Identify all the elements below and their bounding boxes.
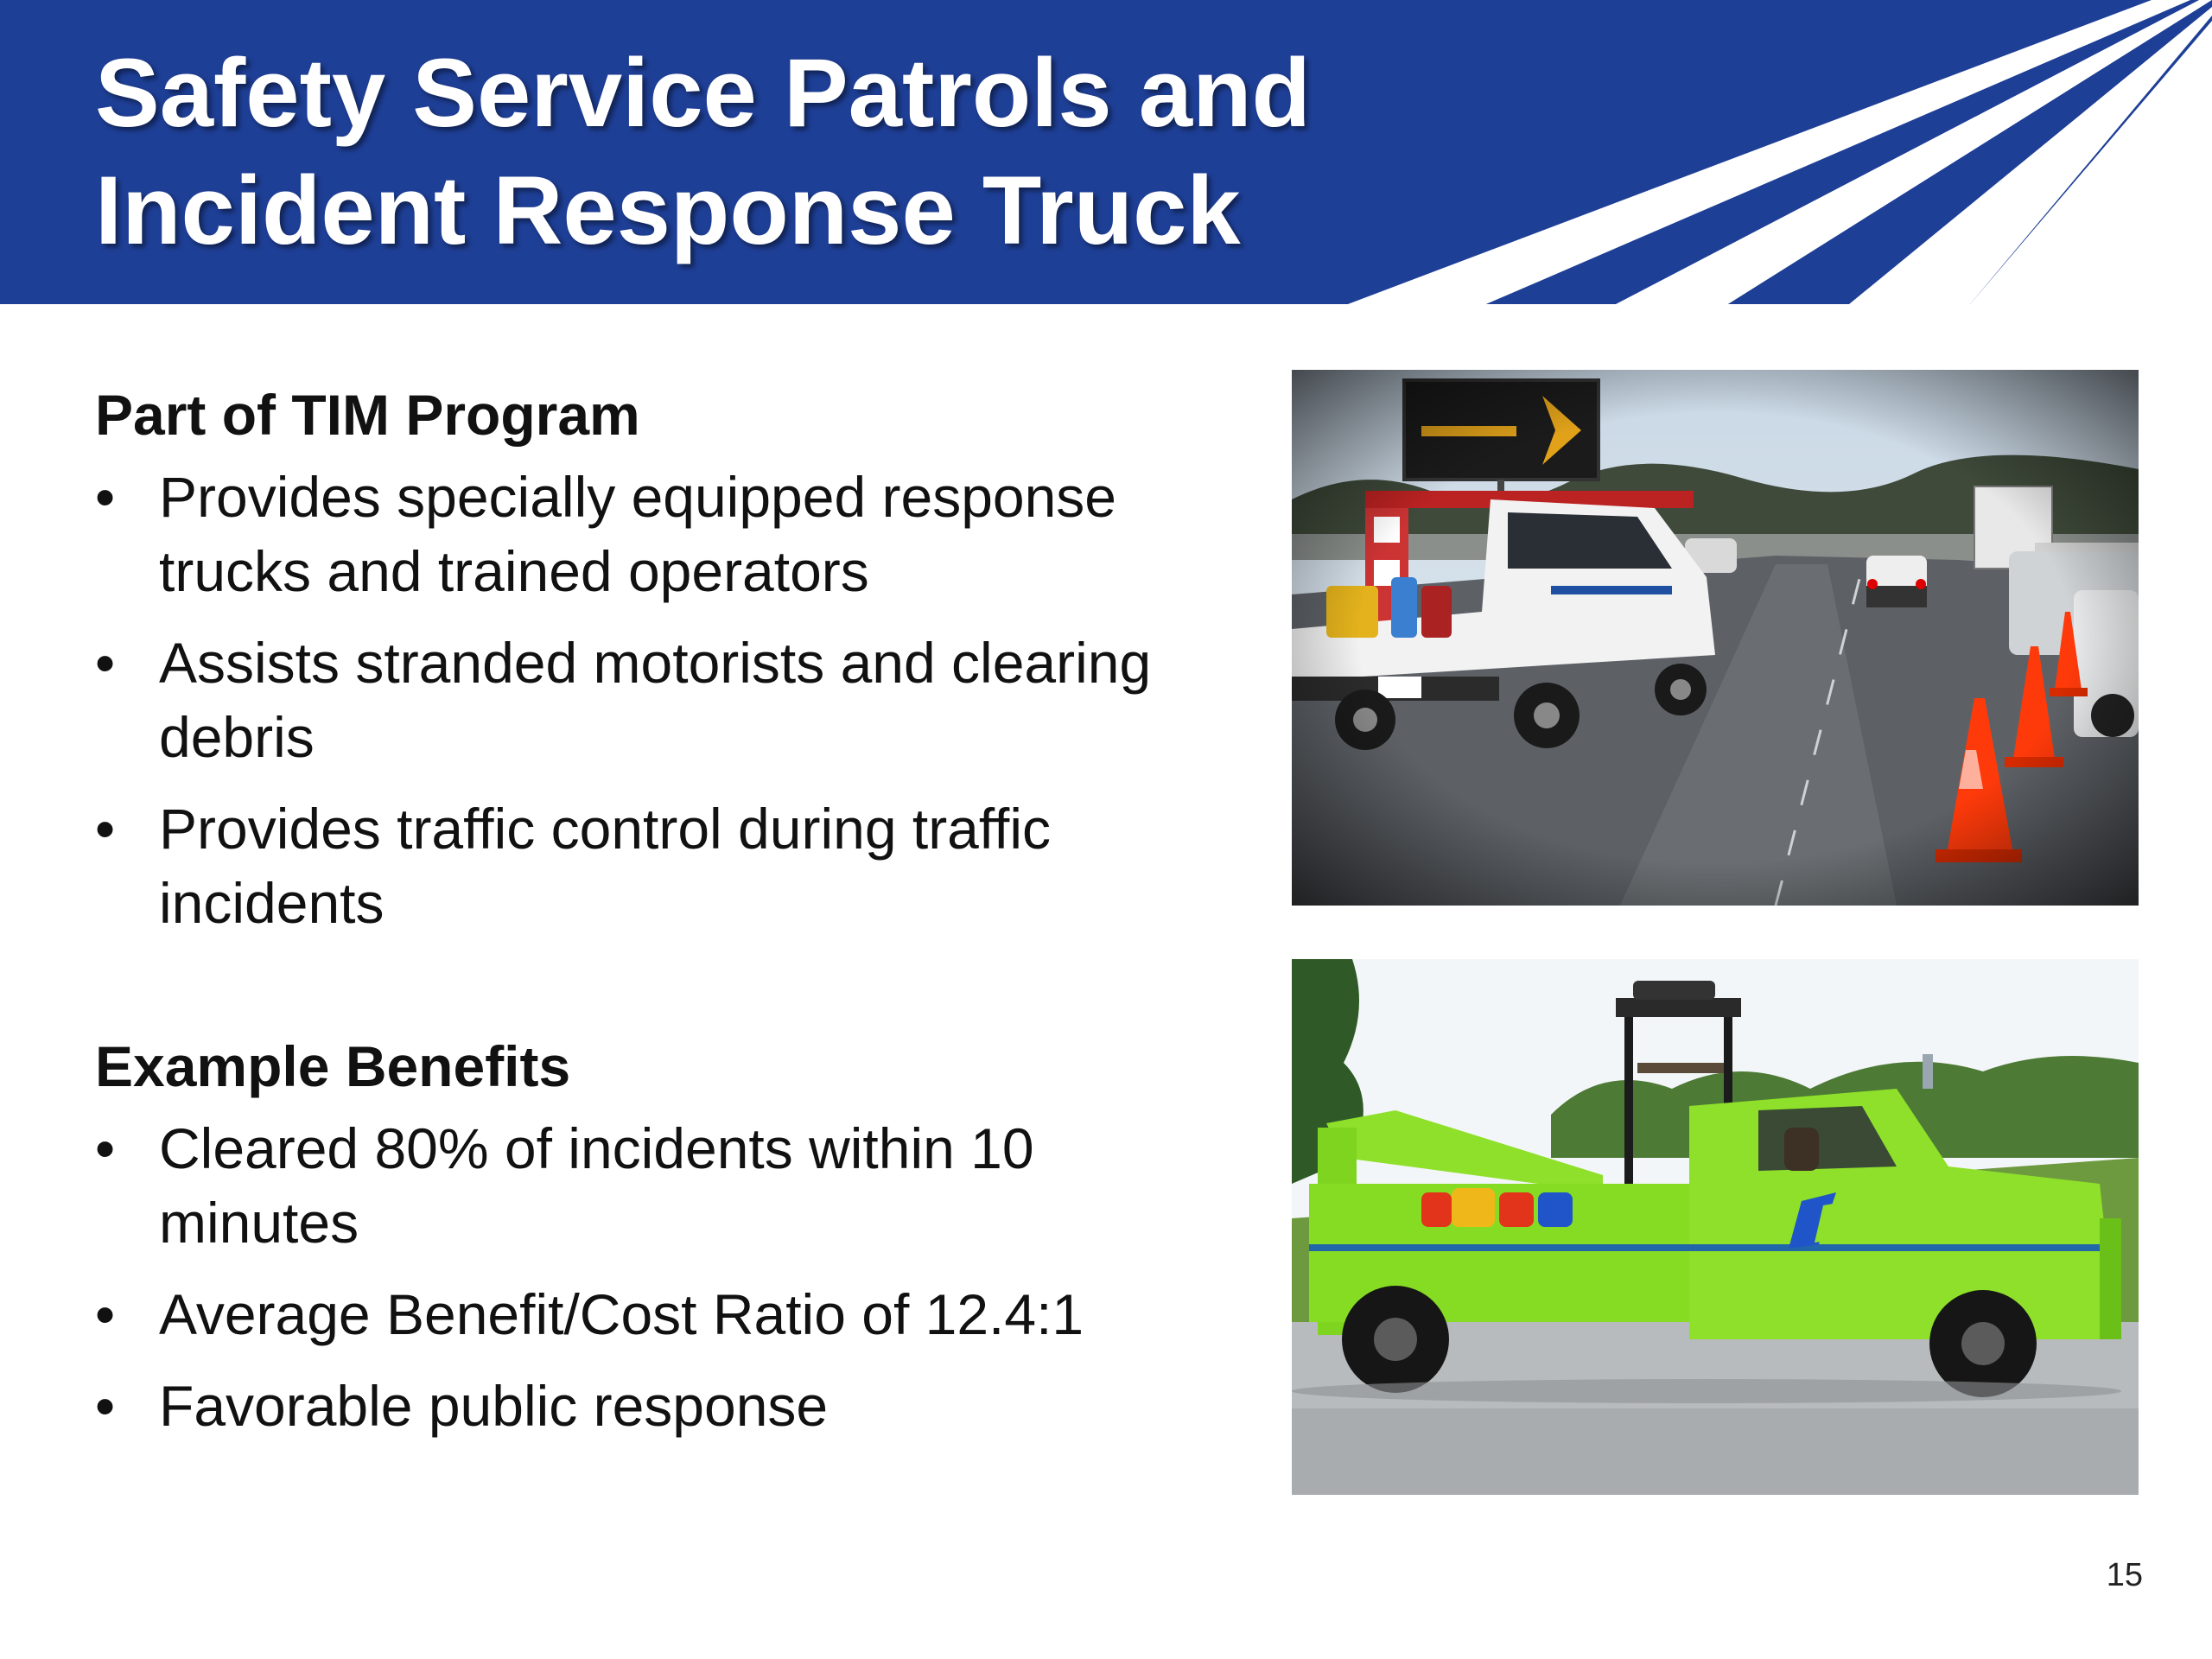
bullet-list <box>95 1111 1236 1443</box>
bullet-glyph: • <box>95 1282 116 1346</box>
bullet-glyph: • <box>95 797 116 861</box>
patrol-truck-illustration <box>1292 370 2139 906</box>
bullet-glyph: • <box>95 631 116 695</box>
bullet-text: Cleared 80% of incidents within 10 minutes <box>159 1116 1034 1255</box>
section-example-benefits <box>95 1032 1236 1443</box>
bullet-text: Provides traffic control during traffic incidents <box>159 797 1052 935</box>
bullet-list <box>95 460 1236 940</box>
bullet-text: Provides specially equipped response trucks and trained operators <box>159 465 1117 603</box>
list-item <box>95 1111 1236 1260</box>
title-line-1: Safety Service Patrols and <box>95 39 1311 147</box>
bullet-glyph: • <box>95 465 116 529</box>
tow-truck-photo <box>1292 959 2139 1495</box>
patrol-truck-photo <box>1292 370 2139 906</box>
list-item <box>95 460 1236 608</box>
list-item <box>95 791 1236 940</box>
tow-truck-illustration <box>1292 959 2139 1495</box>
list-item <box>95 1277 1236 1351</box>
title-line-2: Incident Response Truck <box>95 156 1241 264</box>
section-tim-program <box>95 380 1236 940</box>
bullet-text: Average Benefit/Cost Ratio of 12.4:1 <box>159 1282 1084 1346</box>
list-item <box>95 626 1236 774</box>
bullet-glyph: • <box>95 1116 116 1180</box>
bullet-text: Assists stranded motorists and clearing debris <box>159 631 1152 769</box>
bullet-glyph: • <box>95 1374 116 1438</box>
section-heading: Part of TIM Program <box>95 383 640 447</box>
page-number: 15 <box>2106 1557 2143 1593</box>
slide-header <box>0 0 2212 304</box>
section-heading: Example Benefits <box>95 1034 571 1098</box>
bullet-text: Favorable public response <box>159 1374 829 1438</box>
slide-body <box>95 380 1236 1460</box>
list-item <box>95 1369 1236 1443</box>
slide-title <box>95 35 1478 270</box>
section-spacer <box>95 957 1236 1032</box>
